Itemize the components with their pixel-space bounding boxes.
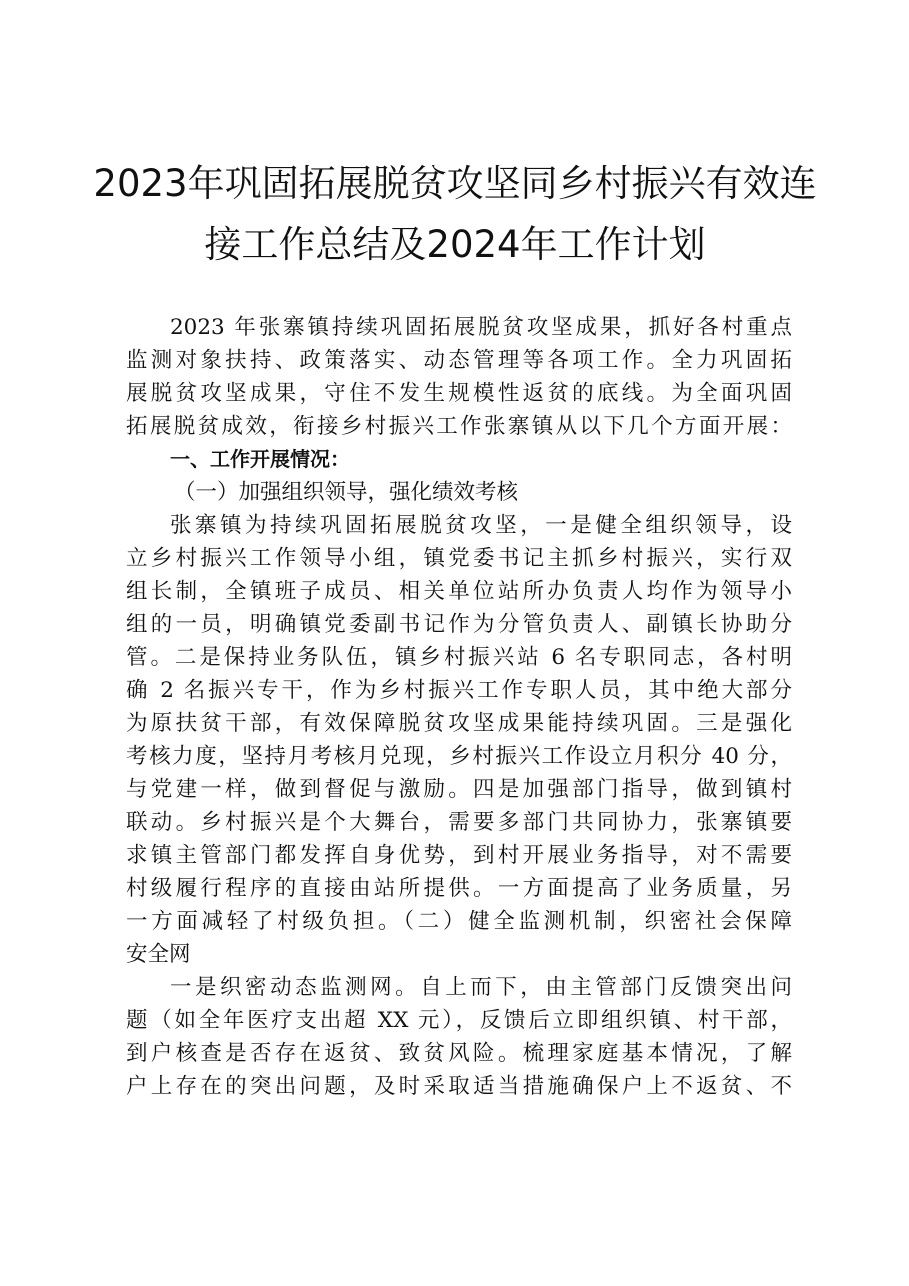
text-line: 考核力度，坚持月考核月兑现，乡村振兴工作设立月积分 40 分， bbox=[126, 744, 792, 769]
text-line: 监测对象扶持、政策落实、动态管理等各项工作。全力巩固拓 bbox=[126, 348, 792, 373]
text-line: 为原扶贫干部，有效保障脱贫攻坚成果能持续巩固。三是强化 bbox=[126, 711, 792, 736]
text-line: 与党建一样，做到督促与激励。四是加强部门指导，做到镇村 bbox=[126, 777, 792, 802]
text-line: 管。二是保持业务队伍，镇乡村振兴站 6 名专职同志，各村明 bbox=[126, 645, 792, 670]
text-line: 展脱贫攻坚成果，守住不发生规模性返贫的底线。为全面巩固 bbox=[126, 381, 792, 406]
text-line: 组长制，全镇班子成员、相关单位站所办负责人均作为领导小 bbox=[126, 579, 792, 604]
paragraph-organization bbox=[126, 509, 792, 971]
text-line: 求镇主管部门都发挥自身优势，到村开展业务指导，对不需要 bbox=[126, 843, 792, 868]
paragraph-monitoring bbox=[126, 971, 792, 1103]
text-line: 2023 年张寨镇持续巩固拓展脱贫攻坚成果，抓好各村重点 bbox=[170, 315, 792, 340]
document-title-line-2: 接工作总结及2024年工作计划 bbox=[204, 223, 706, 266]
text-line: 联动。乡村振兴是个大舞台，需要多部门共同协力，张寨镇要 bbox=[126, 810, 792, 835]
text-line: 立乡村振兴工作领导小组，镇党委书记主抓乡村振兴，实行双 bbox=[126, 546, 792, 571]
paragraph-intro bbox=[126, 311, 792, 443]
text-line: 确 2 名振兴专干，作为乡村振兴工作专职人员，其中绝大部分 bbox=[126, 678, 792, 703]
text-line: 户上存在的突出问题，及时采取适当措施确保户上不返贫、不 bbox=[126, 1074, 792, 1099]
section-heading: 一、工作开展情况： bbox=[170, 447, 350, 471]
text-line: 组的一员，明确镇党委副书记作为分管负责人、副镇长协助分 bbox=[126, 612, 792, 637]
text-line: 张寨镇为持续巩固拓展脱贫攻坚，一是健全组织领导，设 bbox=[170, 513, 792, 538]
text-line: 一是织密动态监测网。自上而下，由主管部门反馈突出问 bbox=[170, 975, 792, 1000]
text-line: 拓展脱贫成效，衔接乡村振兴工作张寨镇从以下几个方面开展： bbox=[126, 414, 792, 439]
subsection-heading: （一）加强组织领导，强化绩效考核 bbox=[174, 480, 519, 505]
document-title-line-1: 2023年巩固拓展脱贫攻坚同乡村振兴有效连 bbox=[93, 162, 817, 205]
text-line: 村级履行程序的直接由站所提供。一方面提高了业务质量，另 bbox=[126, 876, 792, 901]
text-line: 到户核查是否存在返贫、致贫风险。梳理家庭基本情况，了解 bbox=[126, 1041, 792, 1066]
document-body bbox=[126, 311, 792, 1103]
text-line: 安全网 bbox=[126, 942, 191, 967]
text-line: 一方面减轻了村级负担。（二）健全监测机制，织密社会保障 bbox=[126, 909, 792, 934]
text-line: 题（如全年医疗支出超 XX 元），反馈后立即组织镇、村干部， bbox=[126, 1008, 792, 1033]
